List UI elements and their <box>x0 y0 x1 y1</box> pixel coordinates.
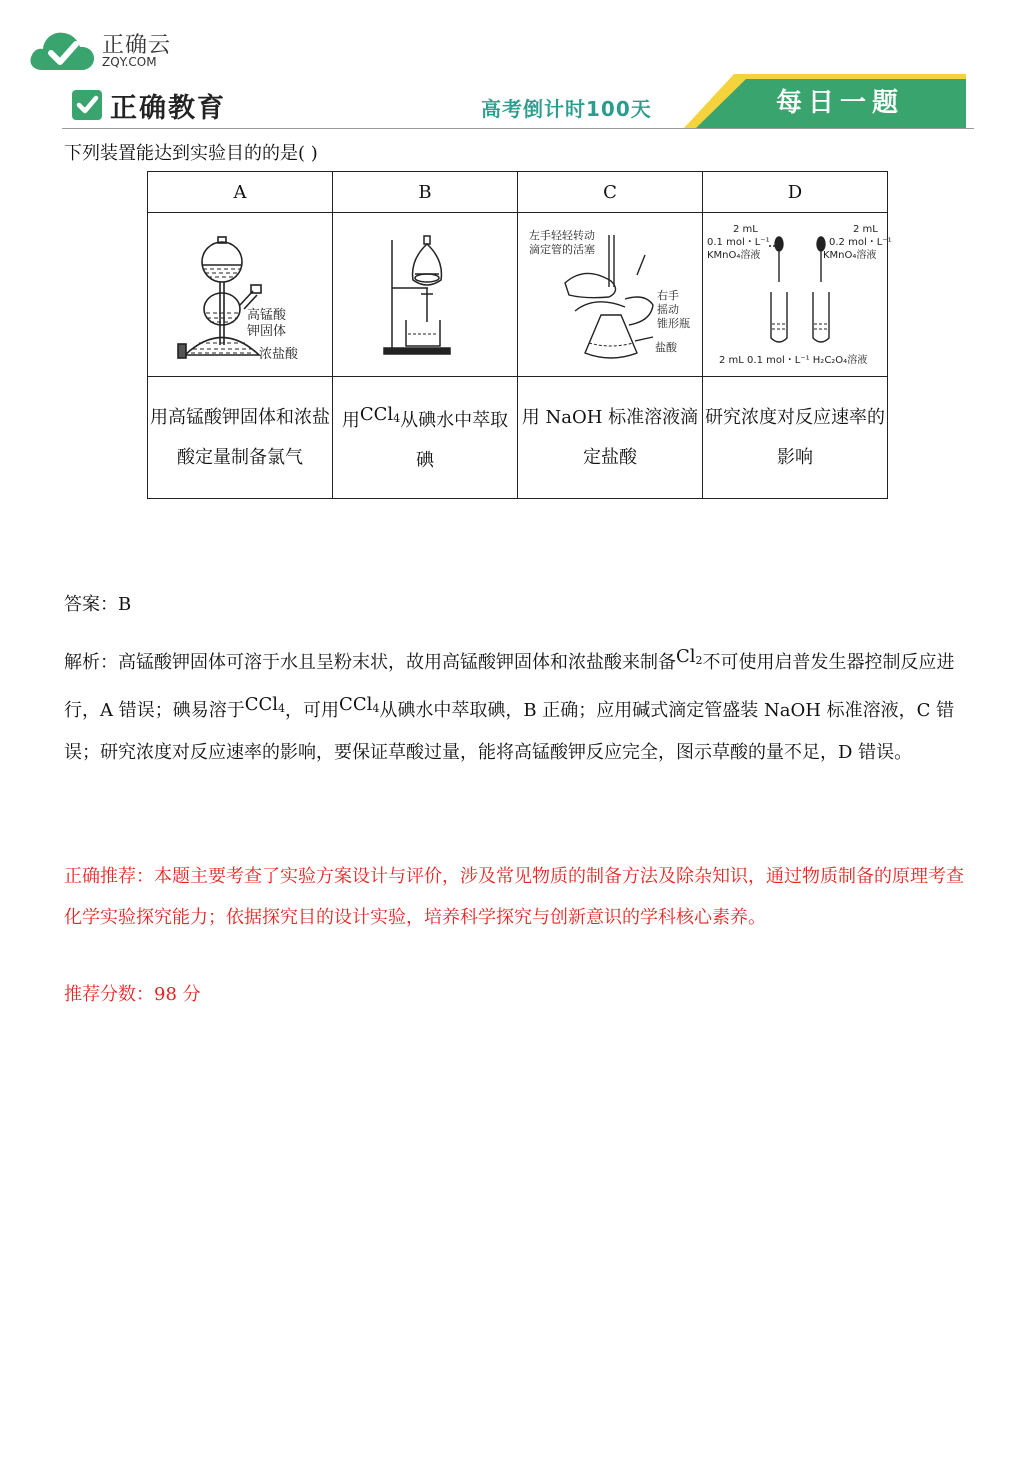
label-solid: 钾固体 <box>247 323 287 339</box>
desc-d: 研究浓度对反应速率的影响 <box>703 377 888 499</box>
figure-c-cell <box>518 213 703 377</box>
question-stem: 下列装置能达到实验目的的是( ) <box>64 143 318 164</box>
label-left-hand: 左手轻轻转动 <box>529 228 595 242</box>
header-c: C <box>518 172 703 213</box>
desc-c: 用 NaOH 标准溶液滴定盐酸 <box>518 377 703 499</box>
logo-name: 正确云 <box>102 33 172 58</box>
ccl4-symbol-1: CCl <box>244 694 279 715</box>
label-right-hand: 右手 <box>657 288 679 302</box>
analysis <box>64 636 976 774</box>
titration-figure <box>525 225 695 365</box>
options-table <box>147 171 892 499</box>
countdown-text: 高考倒计时100天 <box>481 97 652 121</box>
answer: 答案：B <box>64 594 132 615</box>
description-row <box>148 377 888 499</box>
desc-a: 用高锰酸钾固体和浓盐酸定量制备氯气 <box>148 377 333 499</box>
recommend-score: 推荐分数：98 分 <box>64 984 201 1005</box>
desc-b-post: 从碘水中萃取碘 <box>400 409 509 471</box>
label-shake: 摇动 <box>657 302 679 316</box>
figure-a-cell <box>148 213 333 377</box>
check-box-icon <box>70 88 104 122</box>
desc-b <box>333 377 518 499</box>
label-hcl: 盐酸 <box>655 340 677 354</box>
ccl4-subscript-1: 4 <box>278 702 286 715</box>
zqy-logo <box>28 22 188 76</box>
label-left-conc: 0.1 mol・L⁻¹ <box>707 236 770 248</box>
desc-b-ccl4 <box>360 404 400 425</box>
kipp-generator-figure <box>165 225 315 365</box>
analysis-part-3: ，可用 <box>285 700 340 721</box>
daily-question-label: 每日一题 <box>776 88 905 118</box>
figure-b-cell <box>333 213 518 377</box>
analysis-part-1: 解析：高锰酸钾固体可溶于水且呈粉末状，故用高锰酸钾固体和浓盐酸来制备 <box>64 652 676 673</box>
cl2-subscript: 2 <box>695 654 703 667</box>
cl2-formula <box>676 646 703 667</box>
label-left-kmno4: KMnO₄溶液 <box>707 249 761 261</box>
header-d: D <box>703 172 888 213</box>
brand-title: 正确教育 <box>110 93 226 124</box>
label-right-volume: 2 mL <box>853 223 878 235</box>
header-a: A <box>148 172 333 213</box>
ccl4-subscript-2: 4 <box>372 702 380 715</box>
figure-row <box>148 213 888 377</box>
desc-b-pre: 用 <box>341 409 360 431</box>
logo-domain: ZQY.COM <box>102 55 157 69</box>
cl2-symbol: Cl <box>676 646 696 667</box>
header-b: B <box>333 172 518 213</box>
test-tubes-figure <box>703 220 899 370</box>
analysis-part-2: 不可使用启普发生器控制反应进行，A 错误；碘易溶于 <box>64 652 955 721</box>
figure-d-cell <box>703 213 892 377</box>
label-conc-hcl: 浓盐酸 <box>259 346 299 362</box>
label-kmno4: 高锰酸 <box>247 307 287 323</box>
separatory-funnel-figure <box>380 230 470 360</box>
label-right-kmno4: KMnO₄溶液 <box>823 249 877 261</box>
cloud-check-icon <box>28 22 98 76</box>
table-header-row <box>148 172 888 213</box>
label-flask: 锥形瓶 <box>657 316 690 330</box>
label-right-conc: 0.2 mol・L⁻¹ <box>829 236 892 248</box>
label-left-volume: 2 mL <box>733 223 758 235</box>
ccl4-formula: CCl <box>359 403 394 425</box>
ccl4-formula-2 <box>339 694 379 715</box>
label-stopcock: 滴定管的活塞 <box>529 242 595 256</box>
recommendation: 正确推荐：本题主要考查了实验方案设计与评价，涉及常见物质的制备方法及除杂知识，通过物质制备的原理考查化学实验探究能力；依据探究目的设计实验，培养科学探究与创新意识的学科核心素养。 <box>64 866 964 928</box>
analysis-part-4: 从碘水中萃取碘，B 正确；应用碱式滴定管盛装 NaOH 标准溶液，C 错误；研究浓度对反应速率的影响，要保证草酸过量，能将高锰酸钾反应完全，图示草酸的量不足，D 错误。 <box>64 700 955 763</box>
ccl4-symbol-2: CCl <box>339 694 373 715</box>
header-divider <box>62 128 974 129</box>
ccl4-formula-1 <box>245 694 285 715</box>
ccl4-subscript: 4 <box>393 411 401 425</box>
label-oxalic: 2 mL 0.1 mol・L⁻¹ H₂C₂O₄溶液 <box>719 354 868 366</box>
